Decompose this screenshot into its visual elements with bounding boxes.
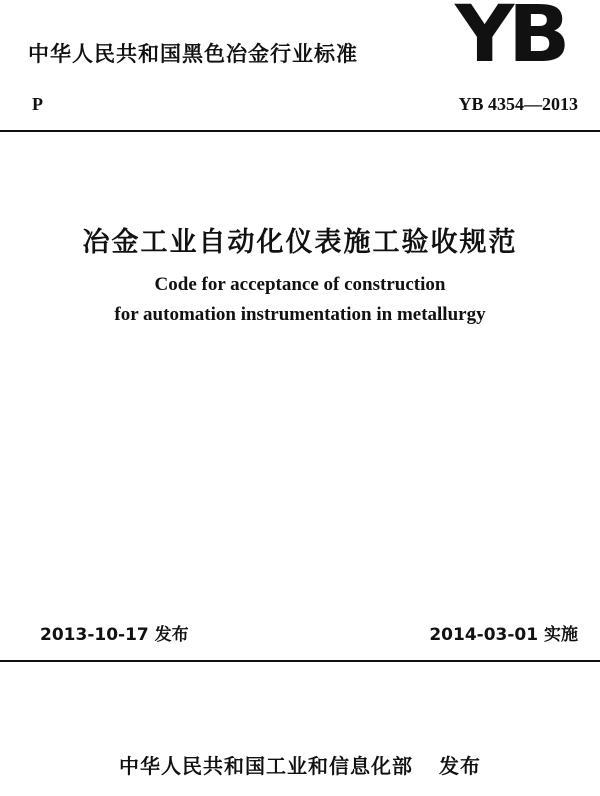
standard-number: YB 4354—2013 — [458, 94, 578, 114]
top-divider — [0, 130, 600, 132]
publisher-line — [0, 750, 600, 779]
bottom-divider — [0, 660, 600, 662]
standard-organization: 中华人民共和国黑色冶金行业标准 — [28, 42, 358, 66]
yb-logo — [455, 0, 575, 80]
yb-logo-text: YB — [455, 0, 565, 80]
publisher-action: 发布 — [439, 754, 481, 778]
title-english-line-1: Code for acceptance of construction — [154, 274, 446, 295]
implementation-date: 2014-03-01 实施 — [429, 625, 578, 645]
classification-code: P — [32, 94, 43, 114]
title-chinese: 冶金工业自动化仪表施工验收规范 — [82, 227, 518, 258]
title-english-line-2: for automation instrumentation in metallurgy — [114, 304, 486, 325]
issue-date: 2013-10-17 发布 — [40, 625, 189, 645]
publisher-name: 中华人民共和国工业和信息化部 — [119, 754, 413, 778]
